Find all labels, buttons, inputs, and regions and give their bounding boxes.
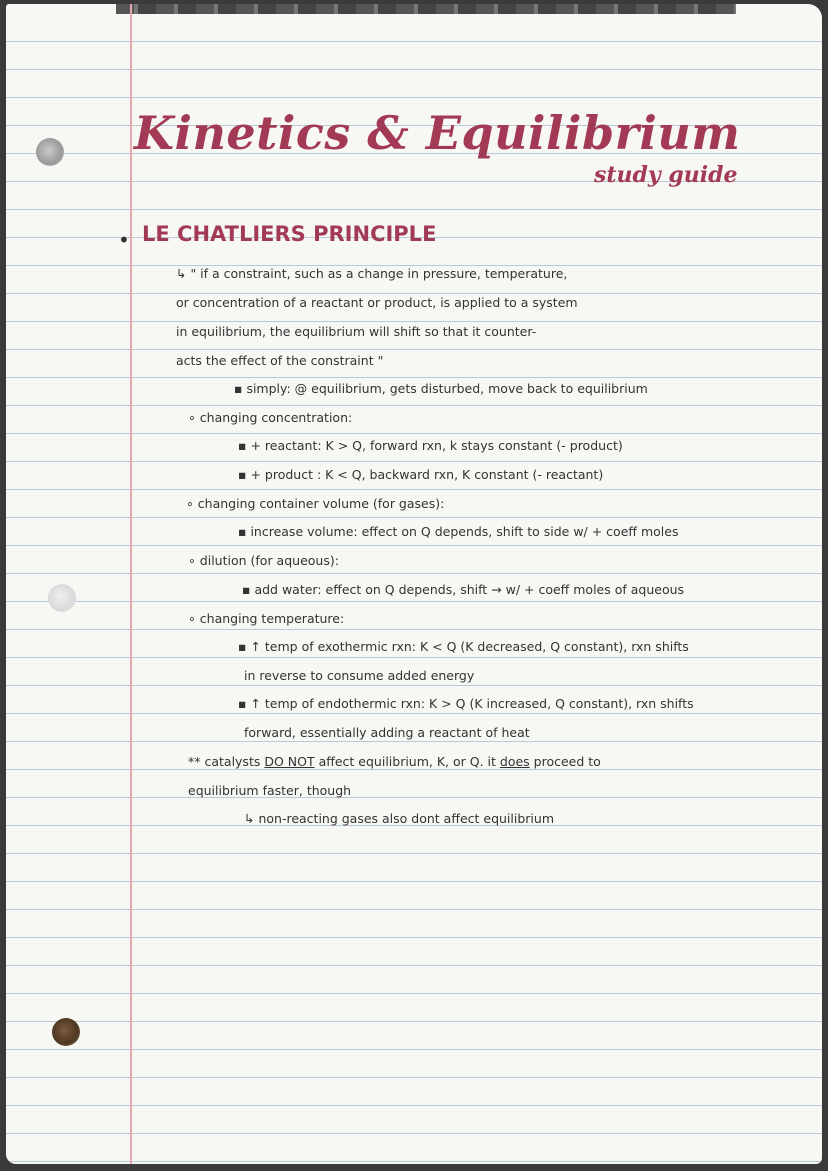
quote-line-1: ↳ " if a constraint, such as a change in pressure, temperature, — [176, 266, 568, 281]
catalyst-do-not: DO NOT — [264, 754, 315, 769]
concentration-product: ▪ + product : K < Q, backward rxn, K constant (- reactant) — [238, 467, 604, 482]
quote-line-2: or concentration of a reactant or product, is applied to a system — [176, 295, 578, 310]
heading-bullet: • — [118, 228, 130, 252]
catalyst-text-b: affect equilibrium, K, or Q. it — [314, 754, 500, 769]
page-title: Kinetics & Equilibrium — [134, 106, 741, 160]
margin-line — [130, 4, 132, 1164]
section-heading: LE CHATLIERS PRINCIPLE — [142, 222, 437, 246]
catalyst-does: does — [499, 754, 530, 769]
simply-note: ▪ simply: @ equilibrium, gets disturbed, move back to equilibrium — [234, 381, 648, 396]
concentration-reactant: ▪ + reactant: K > Q, forward rxn, k stays constant (- product) — [238, 438, 623, 453]
binder-hole-top — [36, 138, 64, 166]
page-top-edge — [116, 4, 736, 14]
dilution-water: ▪ add water: effect on Q depends, shift → w/ + coeff moles of aqueous — [242, 582, 685, 597]
catalyst-note — [188, 754, 601, 769]
temperature-endothermic: ▪ ↑ temp of endothermic rxn: K > Q (K increased, Q constant), rxn shifts — [238, 696, 694, 711]
notebook-page — [6, 4, 822, 1164]
page-subtitle: study guide — [594, 162, 738, 188]
quote-line-4: acts the effect of the constraint " — [176, 353, 384, 368]
volume-increase: ▪ increase volume: effect on Q depends, shift to side w/ + coeff moles — [238, 524, 679, 539]
catalyst-text-c: proceed to — [529, 754, 601, 769]
catalyst-text-a: ** catalysts — [188, 754, 265, 769]
concentration-heading: ∘ changing concentration: — [188, 410, 353, 425]
catalyst-note-cont: equilibrium faster, though — [188, 783, 352, 798]
temperature-heading: ∘ changing temperature: — [188, 611, 345, 626]
non-reacting-gases-note: ↳ non-reacting gases also dont affect equilibrium — [244, 811, 554, 826]
quote-line-3: in equilibrium, the equilibrium will shift so that it counter- — [176, 324, 537, 339]
binder-hole-middle — [48, 584, 76, 612]
temperature-endothermic-cont: forward, essentially adding a reactant of heat — [244, 725, 530, 740]
temperature-exothermic: ▪ ↑ temp of exothermic rxn: K < Q (K decreased, Q constant), rxn shifts — [238, 639, 689, 654]
binder-hole-bottom — [52, 1018, 80, 1046]
dilution-heading: ∘ dilution (for aqueous): — [188, 553, 339, 568]
temperature-exothermic-cont: in reverse to consume added energy — [244, 668, 475, 683]
volume-heading: ∘ changing container volume (for gases): — [186, 496, 445, 511]
